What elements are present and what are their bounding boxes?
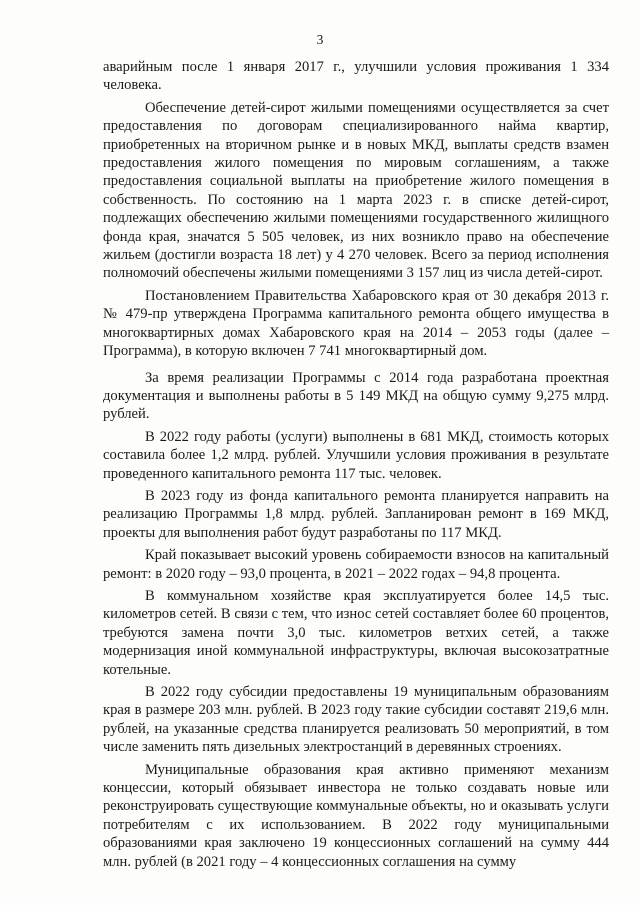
paragraph-concessions: Муниципальные образования края активно применяют механизм концессии, который обязывает инвестора не только создавать новые или реконструировать существующие коммунальные объекты, но и оказывать услуги потребителям с их использованием. В 2022 году муниципальными образованиями края заключено 19 концессионных соглашений на сумму 444 млн. рублей (в 2021 году – 4 концессионных соглашения на сумму xyxy=(103,761,609,870)
paragraph-capital-repair-program: Постановлением Правительства Хабаровского края от 30 декабря 2013 г. № 479-пр утверждена Программа капитального ремонта общего имущества в многоквартирных домах Хабаровского края на 2014 – 2053 годы (далее – Программа), в которую включен 7 741 многоквартирный дом. xyxy=(103,287,609,360)
paragraph-2023-plans: В 2023 году из фонда капитального ремонта планируется направить на реализацию Программы 1,8 млрд. рублей. Запланирован ремонт в 169 МКД, проекты для выполнения работ будут разработаны по 117 МКД. xyxy=(103,487,609,541)
document-body xyxy=(103,58,609,875)
paragraph-emergency-housing-result: аварийным после 1 января 2017 г., улучшили условия проживания 1 334 человека. xyxy=(103,59,609,94)
paragraph-subsidies: В 2022 году субсидии предоставлены 19 муниципальным образованиям края в размере 203 млн. рублей. В 2023 году такие субсидии составят 219,6 млн. рублей, на указанные средства планируется реализовать 50 мероприятий, в том числе заменить пять дизельных электростанций в деревянных строениях. xyxy=(103,684,609,756)
paragraph-2022-works: В 2022 году работы (услуги) выполнены в 681 МКД, стоимость которых составила более 1,2 млрд. рублей. Улучшили условия проживания в результате проведенного капитального ремонта 117 тыс. человек. xyxy=(103,428,609,482)
paragraph-utility-networks: В коммунальном хозяйстве края эксплуатируется более 14,5 тыс. километров сетей. В связи с тем, что износ сетей составляет более 60 процентов, требуются замена почти 3,0 тыс. километров ветхих сетей, а также модернизация иной коммунальной инфраструктуры, включая высокозатратные котельные. xyxy=(103,587,609,678)
paragraph-program-results: За время реализации Программы с 2014 года разработана проектная документация и выполнены работы в 5 149 МКД на общую сумму 9,275 млрд. рублей. xyxy=(103,369,609,423)
paragraph-orphans-housing: Обеспечение детей-сирот жилыми помещениями осуществляется за счет предоставления по договорам специализированного найма квартир, приобретенных на вторичном рынке и в новых МКД, выплаты средств взамен предоставления жилого помещения по мировым соглашениям, а также предоставления социальной выплаты на приобретение жилого помещения в собственность. По состоянию на 1 марта 2023 г. в списке детей-сирот, подлежащих обеспечению жилыми помещениями государственного жилищного фонда края, значатся 5 505 человек, из них возникло право на обеспечение жильем (достигли возраста 18 лет) у 4 270 человек. Всего за период исполнения полномочий обеспечены жилыми помещениями 3 157 лиц из числа детей-сирот. xyxy=(103,99,609,282)
paragraph-fee-collection: Край показывает высокий уровень собираемости взносов на капитальный ремонт: в 2020 году – 93,0 процента, в 2021 – 2022 годах – 94,8 процента. xyxy=(103,547,609,582)
page-number: 3 xyxy=(316,32,324,47)
